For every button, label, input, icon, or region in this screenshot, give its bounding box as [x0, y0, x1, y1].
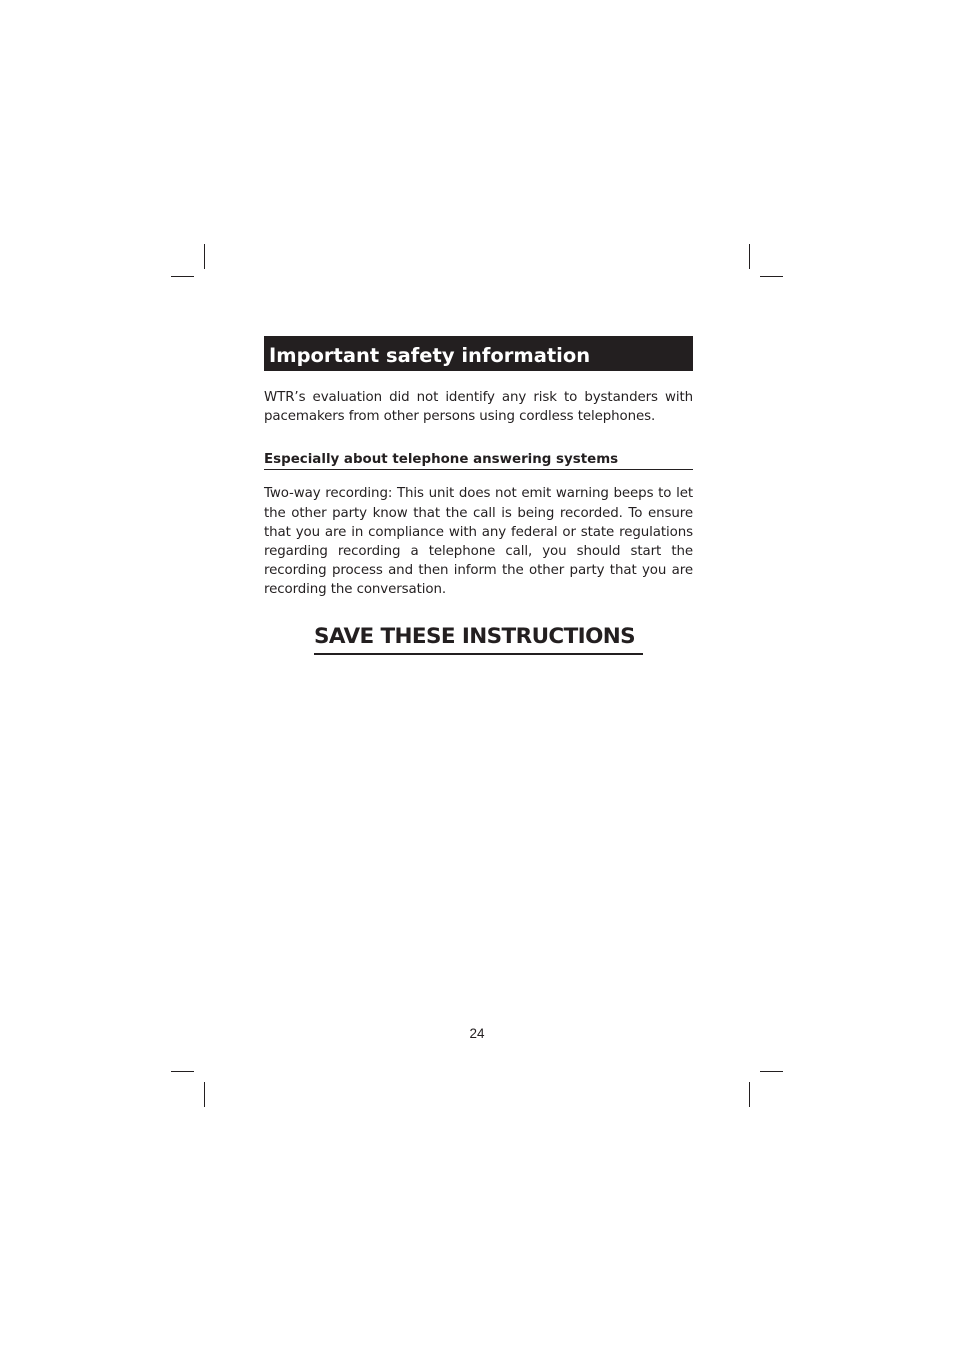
crop-mark-bottom-right-horizontal [760, 1071, 783, 1072]
page-number: 24 [469, 1026, 485, 1041]
crop-mark-top-left-horizontal [171, 276, 194, 277]
crop-mark-bottom-right-vertical [749, 1082, 750, 1107]
crop-mark-bottom-left-vertical [204, 1082, 205, 1107]
intro-paragraph: WTR’s evaluation did not identify any risk to bystanders with pacemakers from other persons using cordless telephones. [264, 390, 693, 425]
subheading: Especially about telephone answering systems [264, 451, 693, 470]
page-content [264, 336, 693, 600]
crop-mark-top-right-horizontal [760, 276, 783, 277]
crop-mark-top-left-vertical [204, 244, 205, 269]
body-paragraph: Two-way recording: This unit does not emit warning beeps to let the other party know that the call is being recorded. To ensure that you are in compliance with any federal or state regulations regarding recording a telephone call, you should start the recording process and then inform the other party that you are recording the conversation. [264, 486, 693, 598]
crop-mark-top-right-vertical [749, 244, 750, 269]
section-title: Important safety information [264, 336, 693, 371]
save-instructions-heading: SAVE THESE INSTRUCTIONS [314, 622, 643, 655]
crop-mark-bottom-left-horizontal [171, 1071, 194, 1072]
